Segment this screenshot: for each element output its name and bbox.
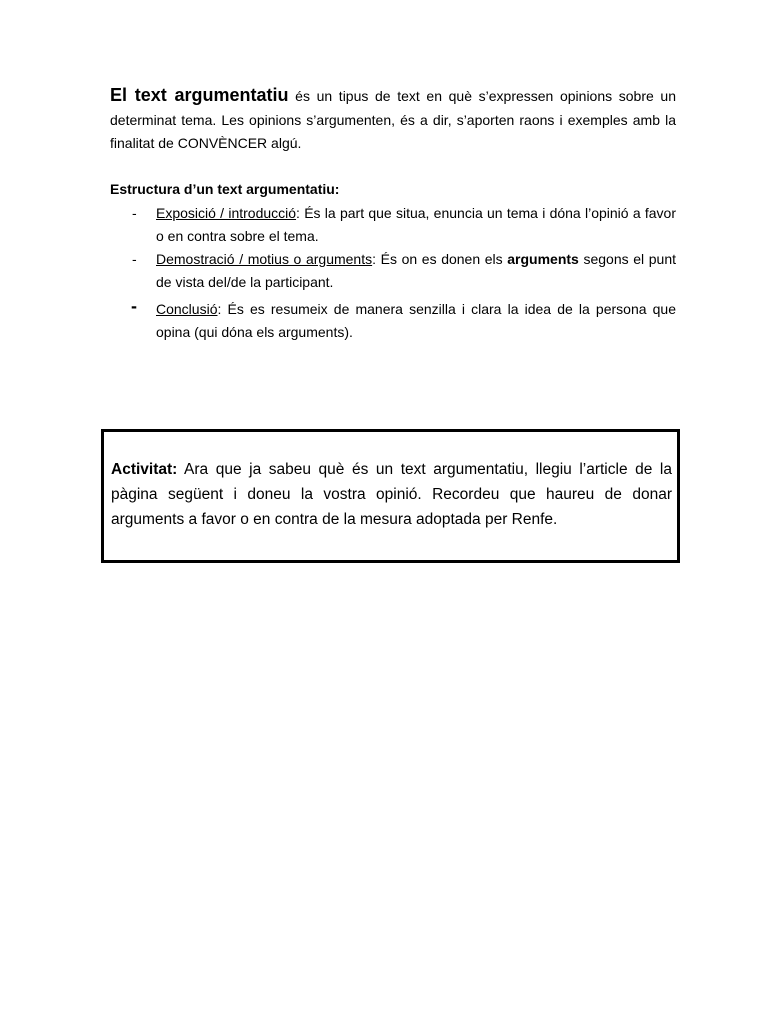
structure-item-text: : És es resumeix de manera senzilla i clara la idea de la persona que opina (qui dóna els arguments).: [156, 301, 676, 340]
structure-item-demostracio: [110, 248, 676, 294]
structure-item-text: : És on es donen els: [372, 251, 508, 267]
structure-item-bold-word: arguments: [507, 251, 579, 267]
activity-instructions: Ara que ja sabeu què és un text argumentatiu, llegiu l’article de la pàgina següent i doneu la vostra opinió. Recordeu que haureu de donar arguments a favor o en contra de la mesura adoptada per Renfe.: [111, 461, 672, 528]
structure-term: Conclusió: [156, 301, 218, 317]
structure-list: [110, 202, 676, 344]
structure-item-exposicio: [110, 202, 676, 248]
structure-item-text: segons el punt de vista del/de la participant.: [156, 251, 676, 290]
activity-label: Activitat:: [111, 461, 178, 478]
intro-text: és un tipus de text en què s’expressen opinions sobre un determinat tema. Les opinions s’argumenten, és a dir, s’aporten raons i exemples amb la finalitat de CONVÈNCER algú.: [110, 88, 677, 151]
structure-item-conclusio: [110, 298, 676, 344]
list-bullet: -: [132, 251, 137, 267]
intro-paragraph: [110, 84, 676, 156]
activity-box: [101, 429, 680, 563]
structure-item-text: : És la part que situa, enuncia un tema i dóna l’opinió a favor o en contra sobre el tema.: [156, 205, 677, 244]
list-bullet: -: [132, 205, 137, 221]
list-bullet: -: [131, 296, 137, 316]
structure-term: Demostració / motius o arguments: [156, 251, 373, 267]
structure-title: Estructura d’un text argumentatiu:: [110, 181, 340, 197]
activity-text: [111, 457, 672, 532]
structure-term: Exposició / introducció: [156, 205, 297, 221]
intro-lead-heading: El text argumentatiu: [110, 85, 289, 105]
